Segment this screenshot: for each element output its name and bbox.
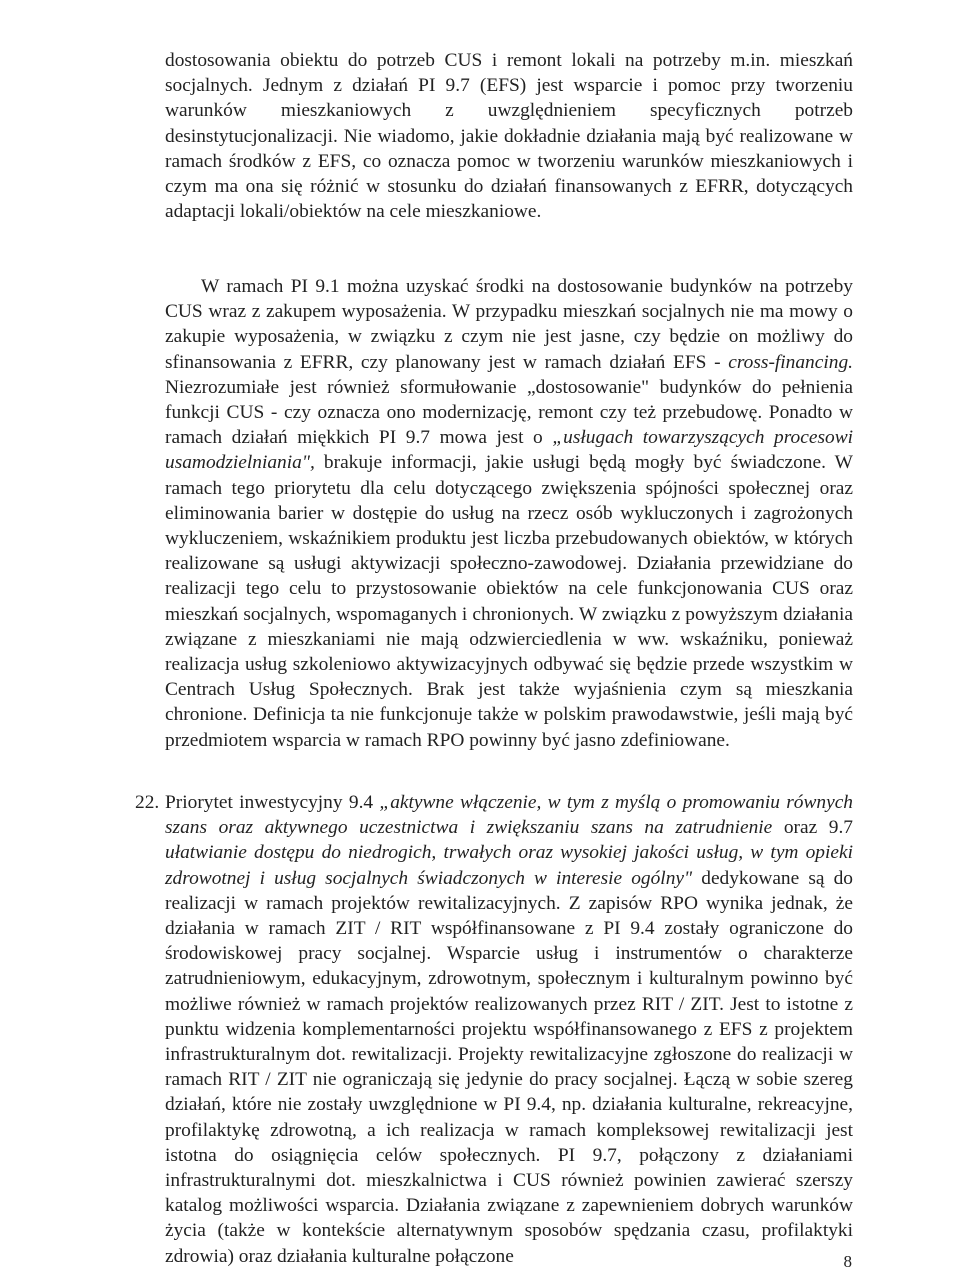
paragraph-continuation: dostosowania obiektu do potrzeb CUS i remont lokali na potrzeby m.in. mieszkań socjalnych. Jednym z działań PI 9.7 (EFS) jest wsparcie i pomoc przy tworzeniu warunków mieszkaniowych z uwzględnieniem specyficznych potrzeb desinstytucjonalizacji. Nie wiadomo, jakie dokładnie działania mają być realizowane w ramach środków z EFS, co oznacza pomoc w tworzeniu warunków mieszkaniowych i czym ma ona się różnić w stosunku do działań finansowanych z EFRR, dotyczących adaptacji lokali/obiektów na cele mieszkaniowe. xyxy=(165,50,853,223)
text-run: Niezrozumiałe jest również sformułowanie „dostosowanie" budynków do pełnienia funkcji CUS - czy oznacza ono modernizację, remont czy też przebudowę. Ponadto w ramach działań miękkich PI 9.7 mowa jest o xyxy=(165,376,853,449)
item-body xyxy=(165,790,853,1269)
text-run: brakuje informacji, jakie usługi będą mogły być świadczone. W ramach tego priorytetu dla celu dotyczącego zwiększenia spójności społecznej oraz eliminowania barier w dostępie do usług na rzecz osób wykluczonych i zagrożonych wykluczeniem, wskaźnikiem produktu jest liczba przebudowanych obiektów, w których realizowane są usługi aktywizacji społeczno-zawodowej. Działania przewidziane do realizacji tego celu to przystosowanie obiektów na cele funkcjonowania CUS oraz mieszkań socjalnych, wspomaganych i chronionych. W związku z powyższym działania związane z mieszkaniami nie mają odzwierciedlenia w ww. wskaźniku, ponieważ realizacja usług szkoleniowo aktywizacyjnych odbywać się będzie przede wszystkim w Centrach Usług Społecznych. Brak jest także wyjaśnienia czym są mieszkania chronione. Definicja ta nie funkcjonuje także w polskim prawodawstwie, jeśli mają być przedmiotem wsparcia w ramach RPO powinny być jasno zdefiniowane. xyxy=(165,452,853,751)
text-run: oraz 9.7 xyxy=(772,817,853,839)
item-number: 22. xyxy=(135,792,160,813)
italic-run: cross-financing. xyxy=(728,351,853,373)
text-run: Priorytet inwestycyjny 9.4 xyxy=(165,792,380,813)
text-run: dedykowane są do realizacji w ramach projektów rewitalizacyjnych. Z zapisów RPO wynika jednak, że działania w ramach ZIT / RIT współfinansowane z PI 9.4 zostały ograniczone do środowiskowej pracy socjalnej. Wsparcie usług i instrumentów o charakterze zatrudnieniowym, edukacyjnym, zdrowotnym, społecznym i kulturalnym powinno być możliwe również w ramach projektów realizowanych przez RIT / ZIT. Jest to istotne z punktu widzenia komplementarności projektu współfinansowanego z EFS z projektem infrastrukturalnym dot. rewitalizacji. Projekty rewitalizacyjne zgłoszone do realizacji w ramach RIT / ZIT nie ograniczają się jedynie do pracy socjalnej. Łączą w sobie szereg działań, które nie zostały uwzględnione w PI 9.4, np. działania kulturalne, rekreacyjne, profilaktykę zdrowotną, a ich realizacja w ramach kompleksowej rewitalizacji jest istotna do osiągnięcia celów społecznych. PI 9.7, połączony z działaniami infrastrukturalnymi dot. mieszkalnictwa i CUS również powinien zawierać szerszy katalog możliwości wsparcia. Działania związane z zapewnieniem dobrych warunków życia (także w kontekście alternatywnym sposobów spędzania czasu, profilaktyki zdrowia) oraz działania kulturalne połączone xyxy=(165,867,853,1267)
page-number: 8 xyxy=(843,1252,852,1271)
italic-run: „usługach towarzyszących procesowi usamodzielniania", xyxy=(165,427,854,474)
paragraph-pi-9-1 xyxy=(165,274,853,753)
text-run: W ramach PI 9.1 można uzyskać środki na dostosowanie budynków na potrzeby CUS wraz z zakupem wyposażenia. W przypadku mieszkań socjalnych nie ma mowy o zakupie wyposażenia, w związku z czym nie jest jasne, czy będzie on możliwy do sfinansowania z EFRR, czy planowany jest w ramach działań EFS - xyxy=(165,276,853,373)
italic-run: „aktywne włączenie, w tym z myślą o promowaniu równych szans oraz aktywnego uczestnictwa i zwiększaniu szans na zatrudnienie xyxy=(165,792,853,839)
numbered-item-22 xyxy=(135,790,853,1269)
italic-run: ułatwianie dostępu do niedrogich, trwałych oraz wysokiej jakości usług, w tym opieki zdrowotnej i usług socjalnych świadczonych w interesie ogólny" xyxy=(165,842,853,889)
